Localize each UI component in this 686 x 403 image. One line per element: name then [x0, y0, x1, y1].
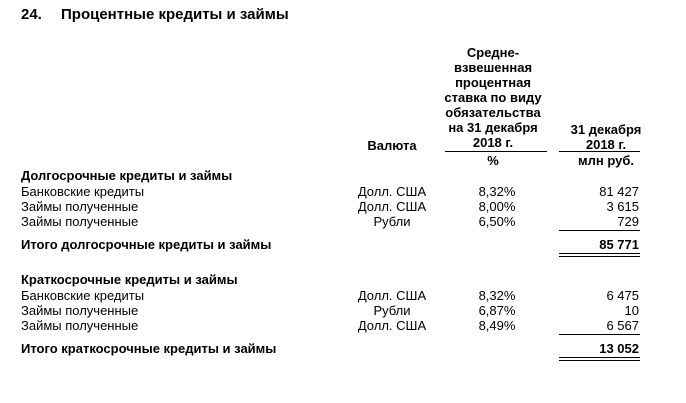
row-amount: 10 — [624, 303, 639, 318]
row-name: Займы полученные — [21, 214, 139, 229]
row-rate: 6,87% — [478, 303, 516, 318]
header-rate-unit: % — [487, 153, 499, 168]
total-label-long-term: Итого долгосрочные кредиты и займы — [21, 237, 272, 252]
row-name: Банковские кредиты — [21, 184, 145, 199]
header-amount-rule — [559, 151, 640, 152]
row-amount: 3 615 — [606, 199, 639, 214]
row-currency: Рубли — [373, 214, 411, 229]
row-amount: 6 567 — [606, 318, 639, 333]
row-amount: 6 475 — [606, 288, 639, 303]
note-heading — [21, 6, 289, 23]
row-name: Займы полученные — [21, 199, 139, 214]
total-amount-long-term: 85 771 — [599, 237, 639, 252]
header-currency: Валюта — [367, 138, 417, 153]
header-rate-rule — [445, 151, 547, 152]
row-currency: Долл. США — [357, 288, 427, 303]
total-label-short-term: Итого краткосрочные кредиты и займы — [21, 341, 277, 356]
note-number: 24. — [21, 6, 42, 23]
row-amount: 81 427 — [599, 184, 639, 199]
row-rate: 8,00% — [478, 199, 516, 214]
header-amount-unit: млн руб. — [578, 153, 634, 168]
total-amount-short-term: 13 052 — [599, 341, 639, 356]
note-title: Процентные кредиты и займы — [61, 6, 289, 23]
section-title-long-term: Долгосрочные кредиты и займы — [21, 168, 233, 183]
total-double-rule — [559, 357, 640, 361]
section-title-short-term: Краткосрочные кредиты и займы — [21, 272, 238, 287]
row-currency: Долл. США — [357, 318, 427, 333]
subtotal-rule — [559, 334, 640, 335]
row-amount: 729 — [617, 214, 639, 229]
row-name: Займы полученные — [21, 303, 139, 318]
row-rate: 8,32% — [478, 288, 516, 303]
total-double-rule — [559, 253, 640, 257]
row-rate: 8,32% — [478, 184, 516, 199]
row-rate: 6,50% — [478, 214, 516, 229]
header-rate: Средне-взвешенная процентная ставка по виду обязательства на 31 декабря 2018 г. — [444, 45, 542, 150]
row-rate: 8,49% — [478, 318, 516, 333]
row-currency: Рубли — [373, 303, 411, 318]
row-currency: Долл. США — [357, 184, 427, 199]
row-name: Банковские кредиты — [21, 288, 145, 303]
subtotal-rule — [559, 230, 640, 231]
header-amount: 31 декабря 2018 г. — [570, 122, 642, 152]
row-name: Займы полученные — [21, 318, 139, 333]
row-currency: Долл. США — [357, 199, 427, 214]
